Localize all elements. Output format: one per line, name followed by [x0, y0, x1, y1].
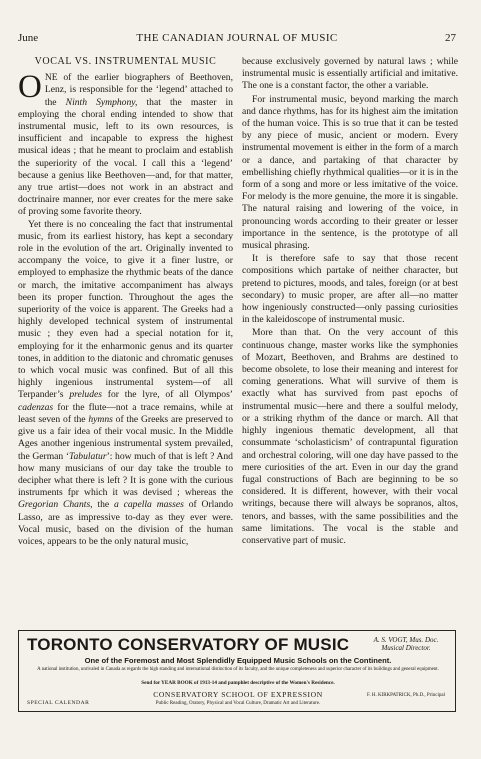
article-paragraph-1: ONE of the earlier biographers of Beethoven, Lenz, is responsible for the ‘legend’ attached to the Ninth Symphony, that the master in employing the choral ending intended to show that instrumental music, left to its own resources, is insufficient and incapable to express the highest musical ideas ; that he meant to proclaim and establish the superiority of the vocal. I call this a ‘legend’ because a genius like Beethoven—and, for that matter, any true artist—does not work in an abstract and doctrinaire manner, nor ever creates for the mere sake of proving some favorite theory.: [18, 69, 233, 218]
header-month: June: [18, 32, 39, 44]
ad-brand-name: TORONTO CONSERVATORY OF MUSIC: [27, 635, 350, 654]
conservatory-advertisement: [18, 630, 456, 712]
journal-title: THE CANADIAN JOURNAL OF MUSIC: [136, 32, 338, 44]
ad-yearbook-note: Send for YEAR BOOK of 1913-14 and pamphlet descriptive of the Women's Residence.: [141, 680, 335, 686]
ad-school-name: CONSERVATORY SCHOOL OF EXPRESSION: [153, 690, 323, 699]
article-paragraph-5: It is therefore safe to say that those recent compositions which partake of neither character, but pretend to pictures, moods, and tales, foreign (or at best secondary) to music proper, are after all—no matter how ingeniously constructed—only passing curiosities in the kaleidoscope of instrumental music.: [242, 253, 458, 326]
article-paragraph-4: For instrumental music, beyond marking the march and dance rhythms, has for its highest aim the imitation of the human voice. This is so true that it can be tested by any piece of music, ancient or modern. Every instrumental movement is either in the form of a march or a dance, and partaking of that character by embellishing chiefly rhythmical qualities—or it is in the form of a song and more or less imitative of the voice. For melody is the more genuine, the more it is singable. The natural raising and lowering of the voice, in pronouncing words according to their greater or lesser importance in the sentence, is the prototype of all musical phrasing.: [242, 93, 458, 252]
article-title: VOCAL VS. INSTRUMENTAL MUSIC: [34, 56, 217, 67]
running-header: [18, 32, 456, 46]
article-right-column: [242, 56, 458, 547]
article-left-column: [18, 56, 233, 548]
article-paragraph-6: More than that. On the very account of this continuous change, master works like the symphonies of Mozart, Beethoven, and Brahms are destined to become obsolete, to lose their meaning and interest for coming generations. What will survive of them is exactly what has survived from past epochs of instrumental music—here and there a soulful melody, or a striking rhythm of the dance or march. All that highly ingenious thematic development, all that consummate ‘scholasticism’ of contrapuntal figuration and orchestral coloring, will one day have passed to the mere curiosities of the art. Even in our day the grand fugal constructions of Bach are beginning to be so considered. It is different, however, with their vocal writings, because there will always be sopranos, altos, tenors, and basses, with the same possibilities and the same limitations. The vocal is the stable and conservative part of music.: [242, 327, 458, 546]
ad-principal: F. H. KIRKPATRICK, Ph.D., Principal: [366, 693, 445, 698]
ad-special-calendar: SPECIAL CALENDAR: [27, 700, 90, 706]
article-paragraph-3: because exclusively governed by natural laws ; while instrumental music is essentially artificial and imitative. The one is a constant factor, the other a variable.: [242, 56, 458, 92]
ad-blurb: A national institution, unrivaled in Canada as regards the high standing and international distinction of its faculty, and the unique completeness and superior character of its buildings and general equipment.: [37, 667, 439, 672]
ad-courses: Public Reading, Oratory, Physical and Vocal Culture, Dramatic Art and Literature.: [155, 701, 321, 706]
ad-subtitle: One of the Foremost and Most Splendidly Equipped Music Schools on the Continent.: [84, 656, 392, 665]
drop-cap: O: [18, 69, 42, 106]
ad-director-title: Musical Director.: [381, 644, 431, 652]
page-number: 27: [445, 32, 456, 44]
article-paragraph-2: Yet there is no concealing the fact that instrumental music, from its earliest history, has kept a secondary role in the evolution of the art. Originally invented to accompany the voice, to give it a finer lustre, or employed to emphasize the rhythmic beats of the dance or march, the imitative accompaniment has always been its proper function. Throughout the ages the superiority of the voice is apparent. The Greeks had a highly developed technical system of instrumental music ; they even had a special notation for it, employing for it the enharmonic genus and its quarter tones, in addition to the diatonic and chromatic genuses to which vocal music was confined. But of all this highly ingenious instrumental system—of all Terpander’s preludes for the lyre, of all Olympos’ cadenzas for the flute—not a trace remains, while at least seven of the hymns of the Greeks are preserved to give us a fair idea of their vocal music. In the Middle Ages another ingenious instrumental system prevailed, the German ‘Tabulatur’: how much of that is left ? And how many musicians of our day take the trouble to decipher what there is left ? It is gone with the curious instruments fpr which it was devised ; whereas the Gregorian Chants, the a capella masses of Orlando Lasso, are as impressive to-day as they ever were. Vocal music, based on the division of the human voices, appears to be the only natural music,: [18, 218, 234, 547]
ad-director: [365, 636, 447, 652]
ad-director-name: A. S. VOGT, Mus. Doc.: [373, 636, 439, 644]
